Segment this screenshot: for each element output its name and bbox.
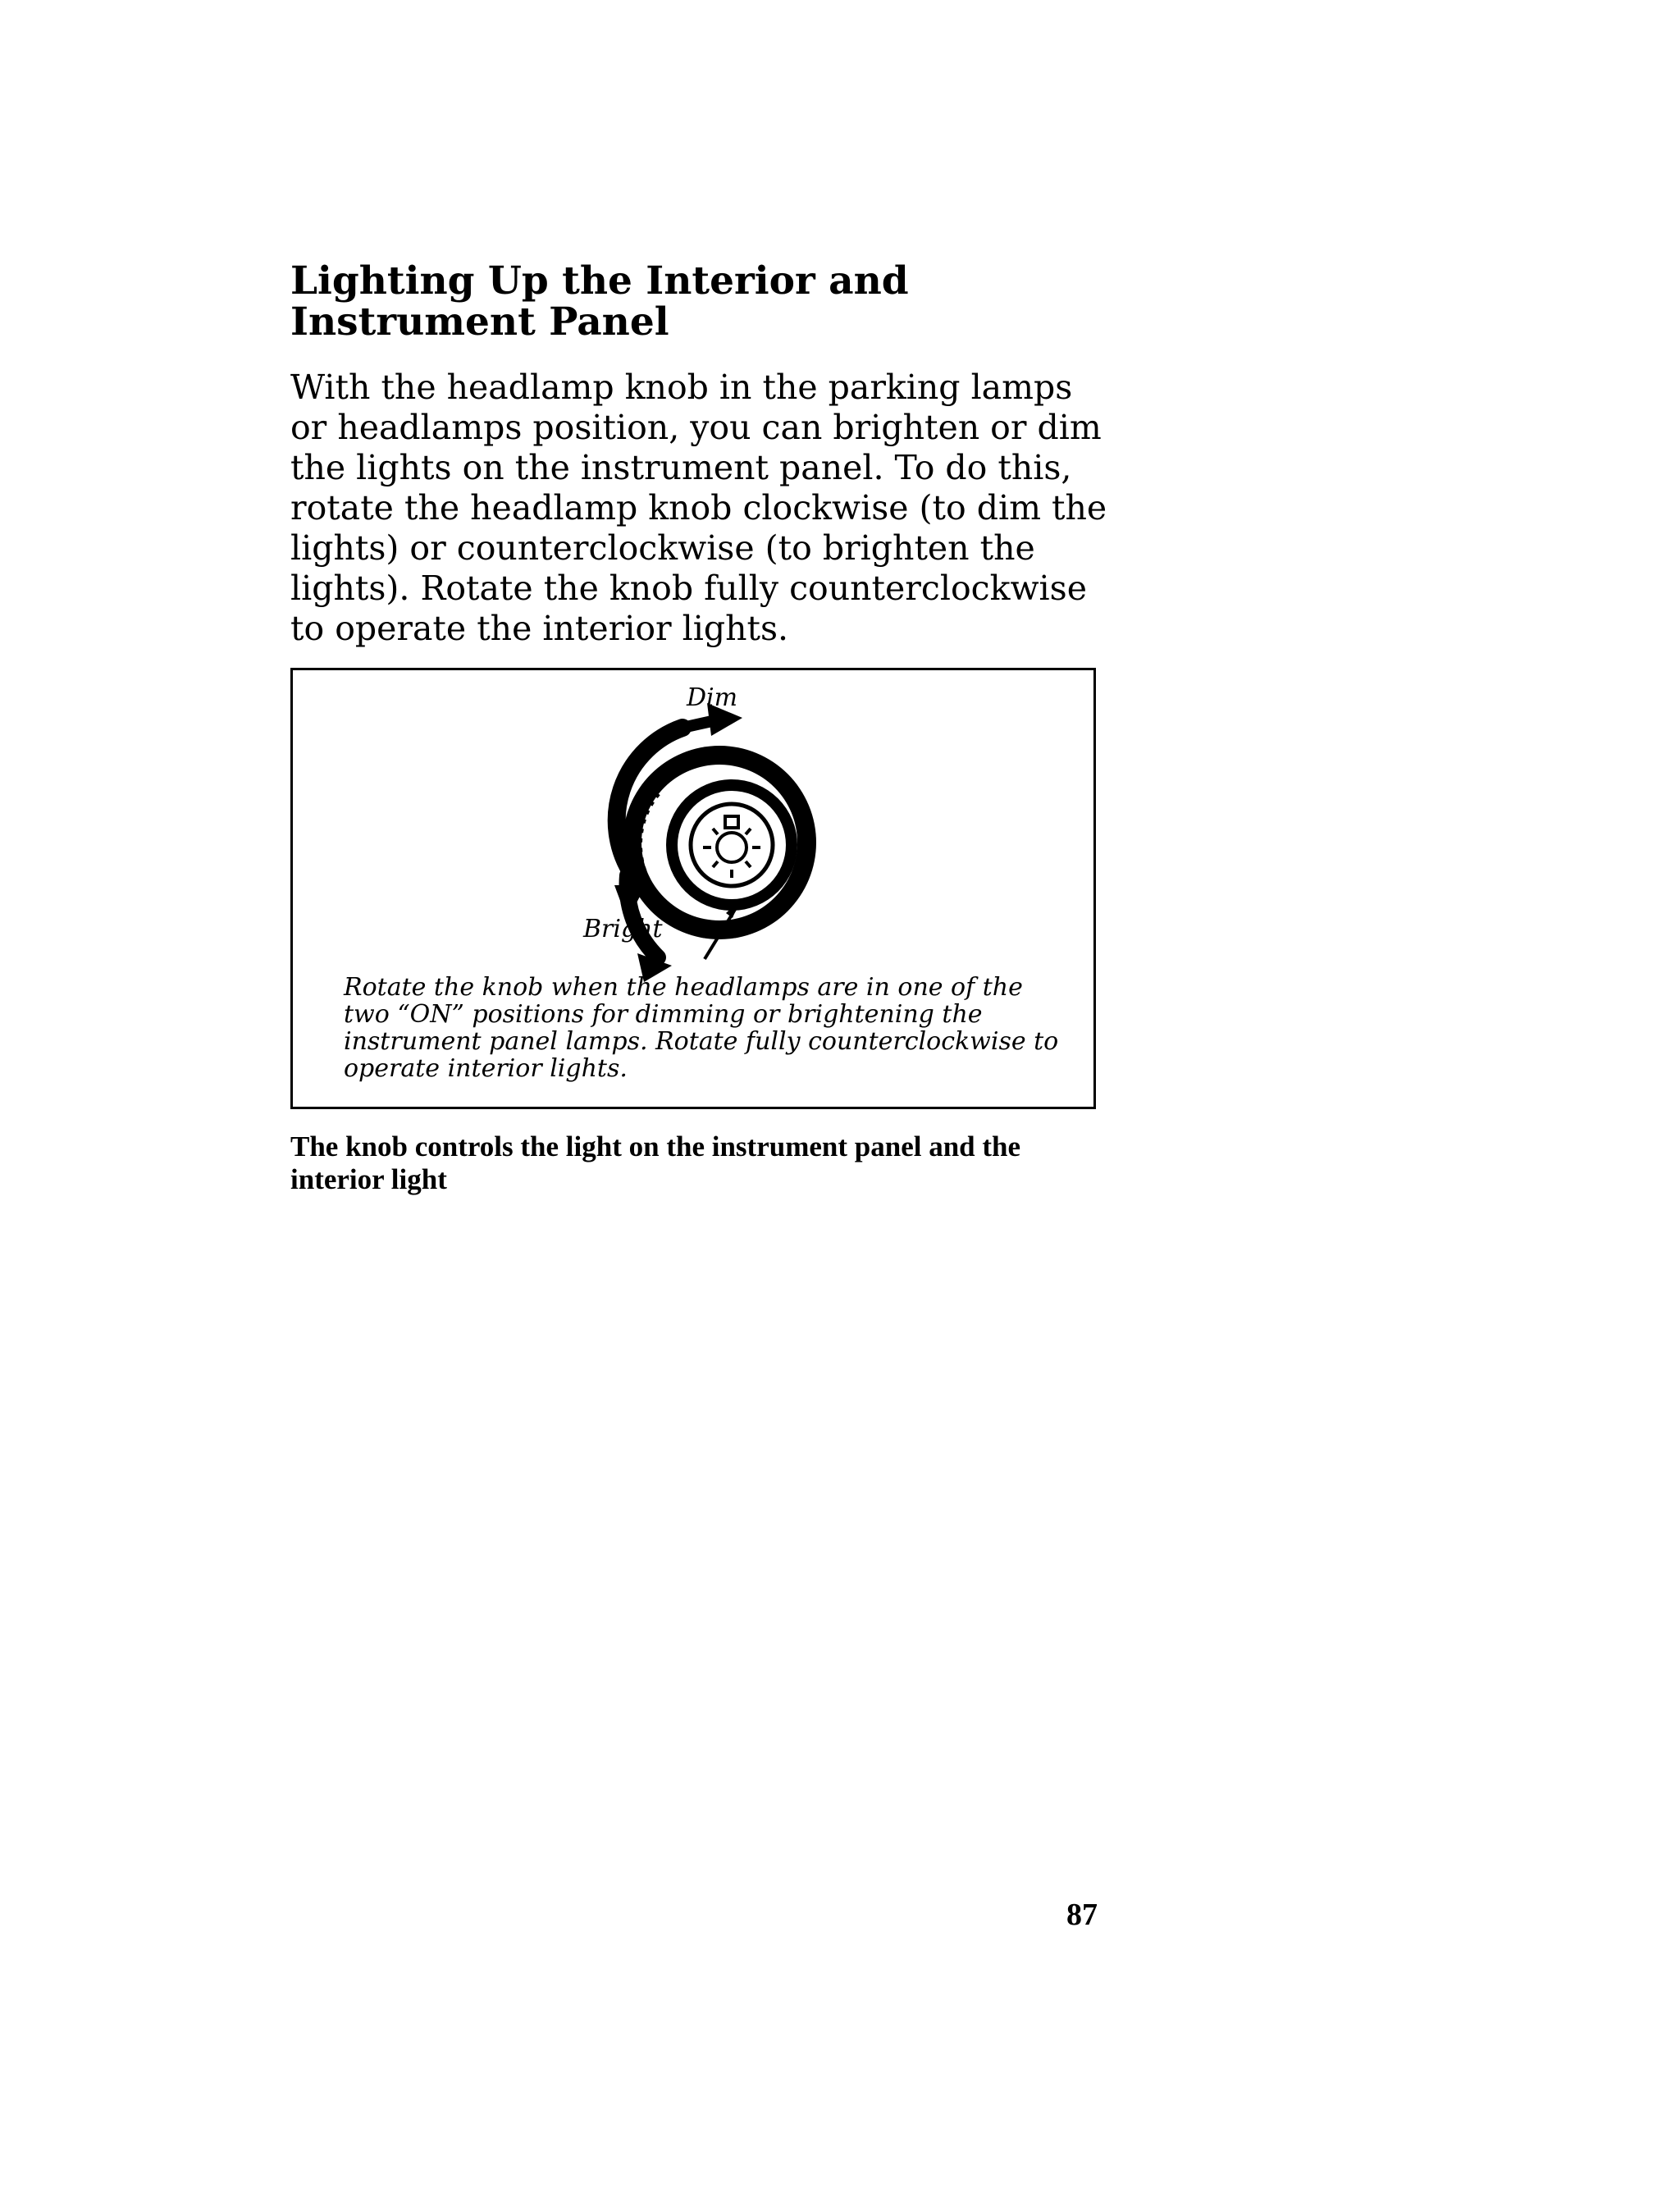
knob-icon — [623, 746, 816, 939]
figure-caption: The knob controls the light on the instrument panel and the interior light — [290, 1130, 1021, 1195]
page-number: 87 — [1066, 1898, 1098, 1932]
section-body: With the headlamp knob in the parking lamps or headlamps position, you can brighten or dim the lights on the instrument panel. To do this, rotate the headlamp knob clockwise (to dim the lights) or counterclockwise (to brighten the lights). Rotate the knob fully counterclockwise to operate the interior lights. — [290, 368, 1107, 648]
figure-box — [290, 668, 1096, 1109]
bright-label: Bright — [583, 915, 663, 943]
figure-inner-caption: Rotate the knob when the headlamps are in one of the two “ON” positions for dimming or brightening the instrument panel lamps. Rotate fully counterclockwise to operate interior lights. — [344, 973, 1059, 1083]
dim-label: Dim — [687, 683, 738, 712]
section-title: Lighting Up the Interior and Instrument Panel — [290, 258, 909, 345]
